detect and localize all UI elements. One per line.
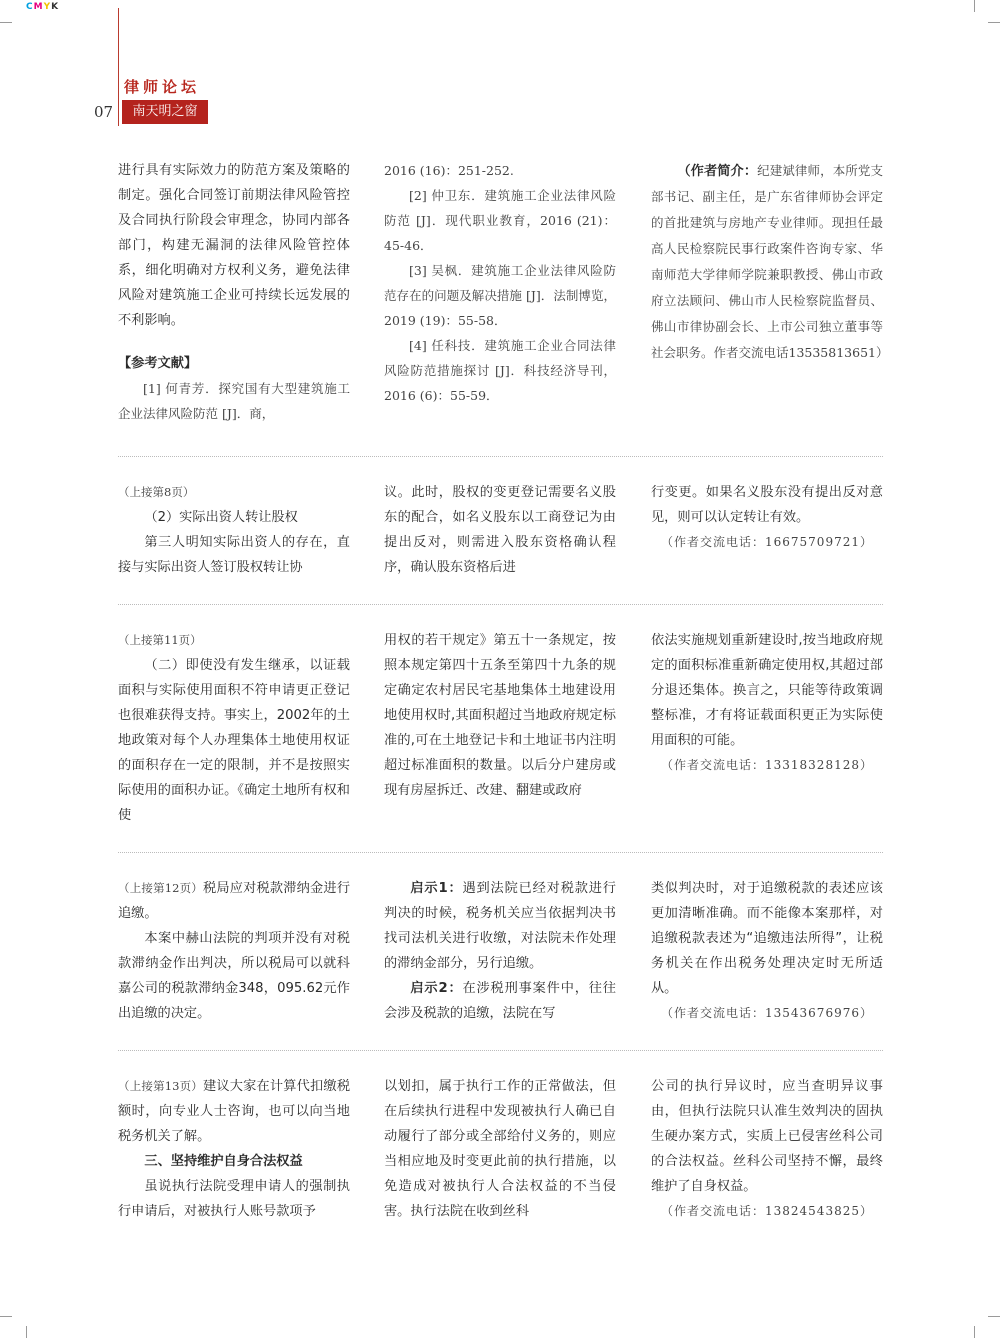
article4-col2 [384,876,616,1026]
divider-1 [118,456,883,457]
article5-body-first: 建议大家在计算代扣缴税额时，向专业人士咨询，也可以向当地税务机关了解。 [118,1079,351,1144]
header-rule [118,8,119,126]
article4-col3 [651,876,883,1026]
article3-col2 [384,628,616,803]
crop-mark-tl [0,22,12,23]
article3-body-3: 依法实施规划重新建设时,按当地政府规定的面积标准重新确定使用权,其超过部分退还集体。换言之，只能等待政策调整标准，才有将证载面积更正为实际使用面积的可能。 [651,633,883,748]
article5-body-2: 以划扣，属于执行工作的正常做法，但在后续执行进程中发现被执行人确已自动履行了部分或全部给付义务的，则应当相应地及时变更此前的执行措施，以免造成对被执行人合法权益的不当侵害。执行法院在收到丝科 [384,1079,616,1219]
section-title: 律师论坛 [124,78,201,96]
article3-col3 [651,628,883,778]
reference-1: [1] 何青芳．探究国有大型建筑施工企业法律风险防范 [J]．商， [118,381,350,421]
continued-from-11: （上接第11页） [118,633,202,647]
article2-col3 [651,480,883,555]
article5-body-3: 公司的执行异议时，应当查明异议事由，但执行法院只认准生效判决的固执生硬办案方式，实质上已侵害丝科公司的合法权益。丝科公司坚持不懈，最终维护了自身权益。 [651,1079,883,1194]
article5-body-1: 虽说执行法院受理申请人的强制执行申请后，对被执行人账号款项予 [118,1179,350,1219]
article4-body-3: 类似判决时，对于追缴税款的表述应该更加清晰准确。而不能像本案那样，对追缴税款表述为“追缴违法所得”，让税务机关在作出税务处理决定时无所适从。 [651,881,883,996]
references-title: 【参考文献】 [118,356,198,371]
author-bio: 纪建斌律师，本所党支部书记、副主任，是广东省律师协会评定的首批建筑与房地产专业律师。现担任最高人民检察院民事行政案件咨询专家、华南师范大学律师学院兼职教授、佛山市政府立法顾问、佛山市人民检察院监督员、佛山市律协副会长、上市公司独立董事等社会职务。作者交流电话13535813651） [651,163,889,360]
crop-mark-bl-v [26,1326,27,1338]
article1-col2 [384,158,616,408]
author-label: （作者简介： [677,164,758,179]
article1-col3 [651,158,889,366]
continued-from-12: （上接第12页） [118,881,203,895]
page-number: 07 [94,103,114,121]
article1-body: 进行具有实际效力的防范方案及策略的制定。强化合同签订前期法律风险管控及合同执行阶段会审理念，协同内部各部门，构建无漏洞的法律风险管控体系，细化明确对方权利义务，避免法律风险对建筑施工企业可持续长远发展的不利影响。 [118,163,350,328]
article5-col1 [118,1074,350,1224]
article5-heading: 三、坚持维护自身合法权益 [144,1154,303,1169]
article2-phone: （作者交流电话：16675709721） [661,535,873,549]
column-banner: 南天明之窗 [122,100,208,124]
continued-from-13: （上接第13页） [118,1079,203,1093]
article3-body-1: （二）即使没有发生继承，以证载面积与实际使用面积不符申请更正登记也很难获得支持。事实上，2002年的土地政策对每个人办理集体土地使用权证的面积存在一定的限制，并不是按照实际使用的面积办证。《确定土地所有权和使 [118,658,350,823]
article2-body-3: 行变更。如果名义股东没有提出反对意见，则可以认定转让有效。 [651,485,883,525]
article3-col1 [118,628,350,828]
article2-col2 [384,480,616,580]
cmyk-k: K [51,2,60,12]
article3-body-2: 用权的若干规定》第五十一条规定，按照本规定第四十五条至第四十九条的规定确定农村居民宅基地集体土地建设用地使用权时,其面积超过当地政府规定标准的,可在土地登记卡和土地证书内注明超过标准面积的数量。以后分户建房或现有房屋拆迁、改建、翻建或政府 [384,633,616,798]
divider-2 [118,604,883,605]
article4-phone: （作者交流电话：13543676976） [661,1006,873,1020]
insight-2-text: 在涉税刑事案件中，往往会涉及税款的追缴，法院在写 [384,981,616,1021]
article4-body-1: 本案中赫山法院的判项并没有对税款滞纳金作出判决，所以税局可以就科嘉公司的税款滞纳金348，095.62元作出追缴的决定。 [118,931,350,1021]
cmyk-print-mark [26,2,59,12]
insight-1-text: 遇到法院已经对税款进行判决的时候，税务机关应当依据判决书找司法机关进行收缴，对法院未作处理的滞纳金部分，另行追缴。 [384,881,616,971]
cmyk-y: Y [43,2,52,12]
reference-4: [4] 任科技．建筑施工企业合同法律风险防范措施探讨 [J]．科技经济导刊，2016 (6)：55-59． [384,338,616,403]
reference-3: [3] 吴枫．建筑施工企业法律风险防范存在的问题及解决措施 [J]．法制博览，2019 (19)：55-58． [384,263,616,328]
divider-3 [118,852,883,853]
article5-col3 [651,1074,883,1224]
article2-body-1: 第三人明知实际出资人的存在，直接与实际出资人签订股权转让协 [118,535,350,575]
reference-1-cont: 2016 (16)：251-252. [384,163,514,178]
insight-1-label: 启示1： [410,881,463,896]
cmyk-c: C [26,2,34,12]
article1-col1 [118,158,350,426]
insight-2-label: 启示2： [410,981,463,996]
crop-mark-br [988,1316,1000,1317]
article4-body-first: 税局应对税款滞纳金进行追缴。 [118,881,351,921]
article5-phone: （作者交流电话：13824543825） [661,1204,873,1218]
article5-col2 [384,1074,616,1224]
reference-2: [2] 仲卫东．建筑施工企业法律风险防范 [J]．现代职业教育，2016 (21)：45-46． [384,188,616,253]
continued-from-8: （上接第8页） [118,485,195,499]
cmyk-m: M [33,2,44,12]
article3-phone: （作者交流电话：13318328128） [661,758,873,772]
crop-mark-tr [988,22,1000,23]
article2-body-2: 议。此时，股权的变更登记需要名义股东的配合，如名义股东以工商登记为由提出反对，则需进入股东资格确认程序，确认股东资格后进 [384,485,616,575]
article2-subtitle: （2）实际出资人转让股权 [144,510,298,525]
divider-4 [118,1050,883,1051]
article4-col1 [118,876,350,1026]
crop-mark-bl [0,1316,12,1317]
crop-mark-br-v [974,1326,975,1338]
article2-col1 [118,480,350,580]
crop-mark-tr-v [974,0,975,12]
